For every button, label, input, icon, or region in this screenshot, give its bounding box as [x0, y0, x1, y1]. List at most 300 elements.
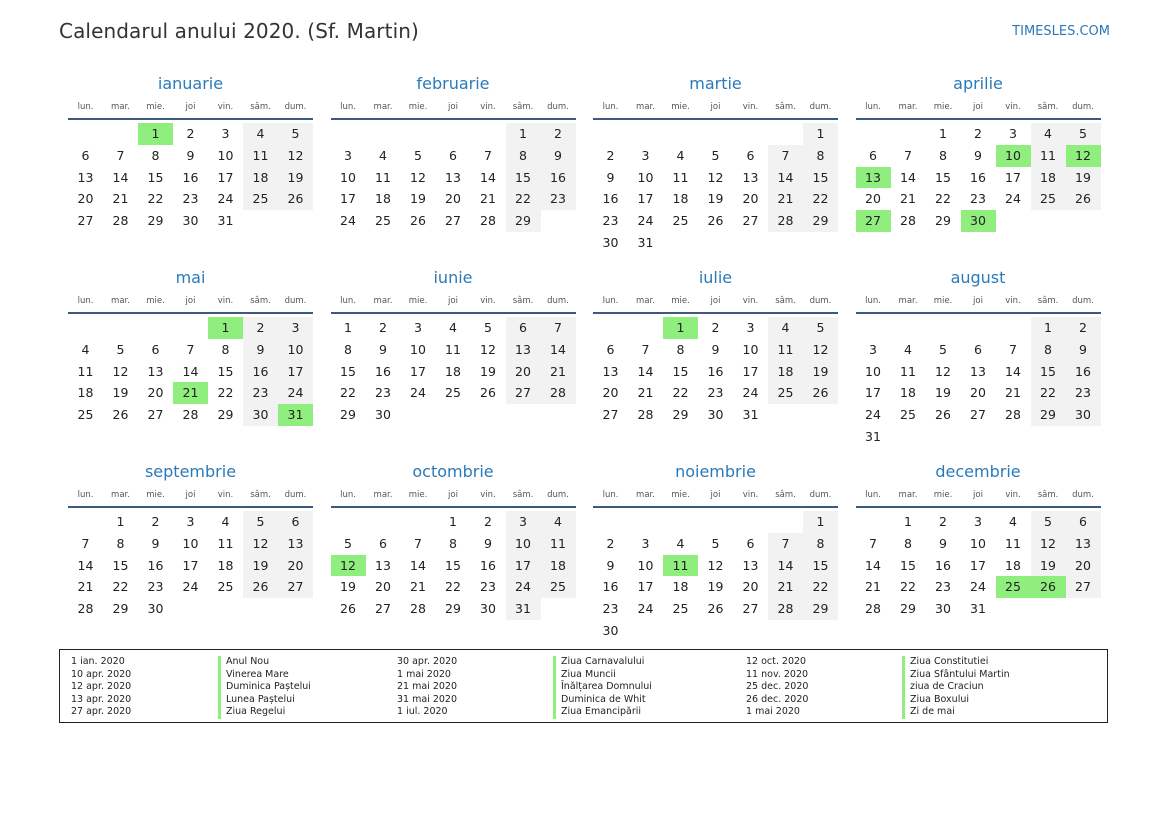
- day-cell: 24: [506, 576, 541, 598]
- day-cell: 3: [641, 147, 650, 163]
- day-cell: 23: [541, 188, 576, 210]
- weekday-label: dum.: [284, 490, 307, 500]
- day-cell: 31: [865, 428, 881, 444]
- day-cell: 11: [375, 169, 391, 185]
- weekday-label: mie.: [408, 296, 428, 306]
- day-cell: 27: [602, 407, 619, 423]
- site-link[interactable]: TIMESLES.COM: [1012, 24, 1110, 39]
- day-cell: 10: [182, 535, 199, 551]
- day-cell: 31: [217, 213, 234, 229]
- weekday-header: [68, 96, 313, 120]
- day-cell: 22: [340, 385, 356, 401]
- day-cell: 19: [243, 555, 278, 577]
- day-cell: 12: [112, 363, 129, 379]
- day-cell: 6: [506, 317, 541, 339]
- day-cell: 1: [939, 126, 947, 141]
- empty-cell: [856, 317, 891, 339]
- day-cell: 13: [602, 363, 619, 379]
- day-cell: 4: [221, 514, 230, 529]
- legend-holiday-name: Vinerea Mare: [218, 669, 311, 682]
- day-cell: 8: [449, 535, 457, 551]
- day-cell: 5: [711, 147, 720, 163]
- weekday-label: vin.: [1005, 102, 1021, 112]
- day-cell: 30: [243, 404, 278, 426]
- day-cell: 3: [186, 514, 195, 529]
- day-cell: 21: [637, 385, 654, 401]
- empty-cell: [138, 317, 173, 339]
- day-cell: 26: [112, 407, 129, 423]
- day-cell: 22: [217, 385, 234, 401]
- weekday-header: [593, 484, 838, 508]
- weekday-label: sâm.: [250, 296, 271, 306]
- day-cell: 26: [1066, 188, 1101, 210]
- empty-cell: [331, 123, 366, 145]
- day-cell: 15: [112, 557, 129, 573]
- day-cell: 24: [278, 382, 313, 404]
- legend-date: 21 mai 2020: [397, 681, 458, 693]
- weekday-label: dum.: [809, 102, 832, 112]
- day-cell: 19: [340, 579, 356, 595]
- month-name: septembrie: [144, 462, 237, 481]
- day-cell: 28: [541, 382, 576, 404]
- day-cell: 22: [112, 579, 129, 595]
- day-cell: 8: [116, 535, 125, 551]
- empty-cell: [593, 317, 628, 339]
- day-cell: 16: [935, 557, 951, 573]
- weekday-label: sâm.: [250, 102, 271, 112]
- weekday-label: lun.: [340, 490, 356, 500]
- legend-holiday-name: Lunea Paștelui: [218, 694, 311, 707]
- day-cell: 5: [414, 147, 422, 163]
- day-cell: 5: [116, 341, 125, 357]
- day-cell: 5: [344, 535, 352, 551]
- day-cell: 24: [742, 385, 759, 401]
- day-cell: 3: [974, 514, 982, 529]
- day-cell: 25: [1031, 188, 1066, 210]
- day-cell: 8: [1031, 339, 1066, 361]
- day-cell: 8: [676, 341, 685, 357]
- day-cell: 28: [900, 213, 916, 229]
- day-cell: 9: [379, 341, 387, 357]
- weekday-label: mie.: [933, 102, 953, 112]
- day-cell: 6: [278, 511, 313, 533]
- day-cell: 29: [803, 210, 838, 232]
- empty-cell: [733, 511, 768, 533]
- day-cell: 2: [974, 126, 982, 141]
- day-cell: 3: [414, 320, 422, 335]
- days-grid: [68, 123, 313, 232]
- day-cell: 10: [637, 557, 654, 573]
- day-cell: 25: [672, 213, 689, 229]
- weekday-label: vin.: [217, 102, 234, 112]
- day-cell: 3: [278, 317, 313, 339]
- day-cell: 27: [147, 407, 164, 423]
- day-cell: 2: [939, 514, 947, 529]
- weekday-header: [856, 290, 1101, 314]
- day-cell: 3: [869, 341, 877, 357]
- month-name: noiembrie: [675, 462, 756, 481]
- weekday-label: lun.: [865, 102, 881, 112]
- day-cell: 17: [340, 191, 356, 207]
- day-cell: 20: [506, 361, 541, 383]
- day-cell: 31: [637, 234, 654, 250]
- month-ianuarie: [68, 72, 313, 266]
- day-cell: 6: [449, 147, 457, 163]
- empty-cell: [68, 317, 103, 339]
- day-cell: 12: [935, 363, 951, 379]
- weekday-label: vin.: [742, 102, 759, 112]
- day-cell: 27: [506, 382, 541, 404]
- day-cell: 15: [935, 169, 951, 185]
- day-cell: 7: [768, 533, 803, 555]
- days-grid: [593, 317, 838, 426]
- day-cell: 20: [742, 579, 759, 595]
- day-cell: 18: [672, 579, 689, 595]
- weekday-header: [68, 484, 313, 508]
- weekday-label: lun.: [602, 296, 619, 306]
- day-cell: 24: [637, 213, 654, 229]
- day-cell: 10: [865, 363, 881, 379]
- empty-cell: [401, 511, 436, 533]
- page-title: Calendarul anului 2020. (Sf. Martin): [59, 19, 419, 43]
- month-name: mai: [175, 268, 206, 287]
- day-cell: 14: [410, 557, 426, 573]
- holiday-day: 11: [663, 555, 698, 577]
- day-cell: 23: [147, 579, 164, 595]
- day-cell: 12: [1031, 533, 1066, 555]
- weekday-label: vin.: [480, 102, 496, 112]
- day-cell: 22: [935, 191, 951, 207]
- weekday-label: joi: [710, 296, 721, 306]
- day-cell: 21: [1005, 385, 1021, 401]
- month-iunie: [331, 266, 576, 460]
- day-cell: 3: [746, 320, 755, 335]
- day-cell: 14: [768, 555, 803, 577]
- weekday-label: vin.: [742, 490, 759, 500]
- day-cell: 1: [1031, 317, 1066, 339]
- day-cell: 17: [637, 579, 654, 595]
- day-cell: 23: [375, 385, 391, 401]
- weekday-label: mie.: [933, 490, 953, 500]
- month-name: august: [950, 268, 1006, 287]
- month-februarie: [331, 72, 576, 266]
- legend-date: 26 dec. 2020: [746, 693, 809, 705]
- day-cell: 11: [541, 533, 576, 555]
- day-cell: 3: [221, 126, 230, 141]
- day-cell: 5: [711, 535, 720, 551]
- empty-cell: [103, 317, 138, 339]
- legend-holiday-name: ziua de Craciun: [902, 681, 1010, 694]
- legend-holiday-name: Înălțarea Domnului: [553, 681, 652, 694]
- holiday-day: 10: [996, 145, 1031, 167]
- legend-holiday-name: Ziua Boxului: [902, 694, 1010, 707]
- empty-cell: [628, 123, 663, 145]
- day-cell: 26: [707, 601, 724, 617]
- day-cell: 16: [970, 169, 986, 185]
- weekday-label: lun.: [77, 296, 94, 306]
- empty-cell: [856, 511, 891, 533]
- day-cell: 21: [865, 579, 881, 595]
- day-cell: 16: [1066, 361, 1101, 383]
- day-cell: 26: [803, 382, 838, 404]
- weekday-header: [593, 96, 838, 120]
- weekday-header: [593, 290, 838, 314]
- day-cell: 6: [746, 147, 755, 163]
- day-cell: 9: [974, 147, 982, 163]
- day-cell: 28: [1005, 407, 1021, 423]
- day-cell: 19: [707, 579, 724, 595]
- day-cell: 15: [803, 555, 838, 577]
- day-cell: 13: [375, 557, 391, 573]
- day-cell: 24: [410, 385, 426, 401]
- empty-cell: [471, 123, 506, 145]
- legend-holiday-name: Duminica Paștelui: [218, 681, 311, 694]
- day-cell: 19: [278, 167, 313, 189]
- day-cell: 2: [186, 126, 195, 141]
- legend-names-column: [902, 656, 1010, 719]
- day-cell: 14: [480, 169, 496, 185]
- day-cell: 16: [147, 557, 164, 573]
- day-cell: 12: [803, 339, 838, 361]
- day-cell: 10: [742, 341, 759, 357]
- empty-cell: [103, 123, 138, 145]
- day-cell: 23: [970, 191, 986, 207]
- month-name: decembrie: [935, 462, 1021, 481]
- empty-cell: [961, 317, 996, 339]
- day-cell: 21: [112, 191, 129, 207]
- day-cell: 23: [1066, 382, 1101, 404]
- days-grid: [856, 317, 1101, 448]
- weekday-label: lun.: [865, 490, 881, 500]
- day-cell: 8: [506, 145, 541, 167]
- day-cell: 13: [1066, 533, 1101, 555]
- empty-cell: [768, 511, 803, 533]
- weekday-label: joi: [448, 296, 458, 306]
- holiday-day: 12: [331, 555, 366, 577]
- weekday-label: mar.: [636, 102, 655, 112]
- day-cell: 7: [116, 147, 125, 163]
- day-cell: 2: [606, 147, 615, 163]
- day-cell: 24: [340, 213, 356, 229]
- day-cell: 14: [1005, 363, 1021, 379]
- day-cell: 30: [1066, 404, 1101, 426]
- day-cell: 19: [803, 361, 838, 383]
- day-cell: 25: [217, 579, 234, 595]
- day-cell: 29: [506, 210, 541, 232]
- day-cell: 17: [217, 169, 234, 185]
- weekday-label: sâm.: [1037, 296, 1059, 306]
- weekday-label: vin.: [480, 296, 496, 306]
- weekday-label: mar.: [111, 296, 130, 306]
- day-cell: 29: [445, 601, 461, 617]
- month-name: ianuarie: [157, 74, 224, 93]
- legend-date: 27 apr. 2020: [71, 706, 132, 718]
- legend-date: 1 mai 2020: [397, 668, 451, 680]
- weekday-label: mar.: [373, 490, 393, 500]
- weekday-label: lun.: [77, 102, 94, 112]
- month-name: octombrie: [412, 462, 494, 481]
- day-cell: 10: [970, 535, 986, 551]
- day-cell: 15: [147, 169, 164, 185]
- day-cell: 21: [900, 191, 916, 207]
- weekday-label: lun.: [340, 102, 356, 112]
- day-cell: 30: [375, 407, 391, 423]
- day-cell: 1: [904, 514, 912, 529]
- day-cell: 26: [480, 385, 496, 401]
- days-grid: [593, 123, 838, 254]
- legend-names-column: [218, 656, 311, 719]
- day-cell: 30: [935, 601, 951, 617]
- days-grid: [331, 511, 576, 620]
- day-cell: 22: [803, 188, 838, 210]
- day-cell: 15: [217, 363, 234, 379]
- day-cell: 30: [182, 213, 199, 229]
- day-cell: 7: [81, 535, 90, 551]
- weekday-label: sâm.: [512, 296, 534, 306]
- day-cell: 13: [445, 169, 461, 185]
- day-cell: 6: [869, 147, 877, 163]
- weekday-label: dum.: [809, 490, 832, 500]
- weekday-label: joi: [185, 296, 196, 306]
- empty-cell: [628, 317, 663, 339]
- day-cell: 13: [147, 363, 164, 379]
- day-cell: 6: [974, 341, 982, 357]
- weekday-label: mie.: [146, 296, 165, 306]
- day-cell: 18: [768, 361, 803, 383]
- day-cell: 1: [344, 320, 352, 335]
- day-cell: 18: [900, 385, 916, 401]
- day-cell: 24: [182, 579, 199, 595]
- day-cell: 7: [869, 535, 877, 551]
- day-cell: 6: [81, 147, 90, 163]
- weekday-label: sâm.: [512, 102, 534, 112]
- day-cell: 2: [541, 123, 576, 145]
- day-cell: 13: [742, 169, 759, 185]
- weekday-label: mar.: [373, 296, 393, 306]
- day-cell: 4: [379, 147, 387, 163]
- day-cell: 24: [637, 601, 654, 617]
- day-cell: 11: [900, 363, 916, 379]
- weekday-label: dum.: [547, 102, 569, 112]
- day-cell: 11: [445, 341, 461, 357]
- day-cell: 6: [151, 341, 160, 357]
- day-cell: 5: [1066, 123, 1101, 145]
- day-cell: 13: [506, 339, 541, 361]
- holiday-legend: [59, 649, 1108, 723]
- empty-cell: [698, 123, 733, 145]
- day-cell: 27: [278, 576, 313, 598]
- day-cell: 29: [1031, 404, 1066, 426]
- day-cell: 23: [182, 191, 199, 207]
- day-cell: 20: [445, 191, 461, 207]
- day-cell: 21: [410, 579, 426, 595]
- weekday-label: mar.: [898, 296, 918, 306]
- day-cell: 29: [935, 213, 951, 229]
- day-cell: 25: [768, 382, 803, 404]
- empty-cell: [698, 511, 733, 533]
- legend-holiday-name: Anul Nou: [218, 656, 311, 669]
- weekday-label: joi: [973, 102, 983, 112]
- weekday-label: sâm.: [1037, 490, 1059, 500]
- day-cell: 4: [676, 535, 685, 551]
- day-cell: 13: [77, 169, 94, 185]
- empty-cell: [68, 511, 103, 533]
- weekday-label: sâm.: [512, 490, 534, 500]
- day-cell: 4: [904, 341, 912, 357]
- day-cell: 20: [865, 191, 881, 207]
- weekday-label: mar.: [373, 102, 393, 112]
- days-grid: [331, 123, 576, 232]
- day-cell: 22: [803, 576, 838, 598]
- weekday-label: sâm.: [1037, 102, 1059, 112]
- day-cell: 30: [480, 601, 496, 617]
- weekday-label: mar.: [636, 490, 655, 500]
- month-martie: [593, 72, 838, 266]
- day-cell: 31: [506, 598, 541, 620]
- day-cell: 14: [112, 169, 129, 185]
- day-cell: 12: [278, 145, 313, 167]
- day-cell: 4: [541, 511, 576, 533]
- day-cell: 19: [935, 385, 951, 401]
- day-cell: 26: [340, 601, 356, 617]
- day-cell: 29: [900, 601, 916, 617]
- day-cell: 26: [935, 407, 951, 423]
- empty-cell: [68, 123, 103, 145]
- day-cell: 16: [602, 191, 619, 207]
- weekday-label: mar.: [898, 102, 918, 112]
- weekday-header: [856, 96, 1101, 120]
- day-cell: 10: [410, 341, 426, 357]
- day-cell: 15: [803, 167, 838, 189]
- weekday-label: sâm.: [775, 490, 796, 500]
- day-cell: 25: [900, 407, 916, 423]
- day-cell: 27: [970, 407, 986, 423]
- empty-cell: [891, 123, 926, 145]
- day-cell: 13: [970, 363, 986, 379]
- weekday-label: mie.: [671, 296, 690, 306]
- day-cell: 28: [865, 601, 881, 617]
- day-cell: 2: [606, 535, 615, 551]
- day-cell: 17: [278, 361, 313, 383]
- day-cell: 9: [1066, 339, 1101, 361]
- holiday-day: 26: [1031, 576, 1066, 598]
- holiday-day: 27: [856, 210, 891, 232]
- day-cell: 11: [243, 145, 278, 167]
- holiday-day: 30: [961, 210, 996, 232]
- day-cell: 26: [243, 576, 278, 598]
- empty-cell: [733, 123, 768, 145]
- month-name: februarie: [416, 74, 490, 93]
- month-iulie: [593, 266, 838, 460]
- day-cell: 18: [217, 557, 234, 573]
- day-cell: 14: [900, 169, 916, 185]
- day-cell: 16: [182, 169, 199, 185]
- holiday-day: 1: [663, 317, 698, 339]
- day-cell: 30: [147, 601, 164, 617]
- day-cell: 7: [541, 317, 576, 339]
- day-cell: 1: [803, 511, 838, 533]
- day-cell: 9: [541, 145, 576, 167]
- day-cell: 18: [1005, 557, 1021, 573]
- weekday-label: mie.: [933, 296, 953, 306]
- weekday-label: joi: [710, 490, 721, 500]
- day-cell: 11: [672, 169, 689, 185]
- day-cell: 25: [375, 213, 391, 229]
- legend-holiday-name: Duminica de Whit: [553, 694, 652, 707]
- weekday-label: dum.: [809, 296, 832, 306]
- weekday-label: mar.: [898, 490, 918, 500]
- day-cell: 9: [186, 147, 195, 163]
